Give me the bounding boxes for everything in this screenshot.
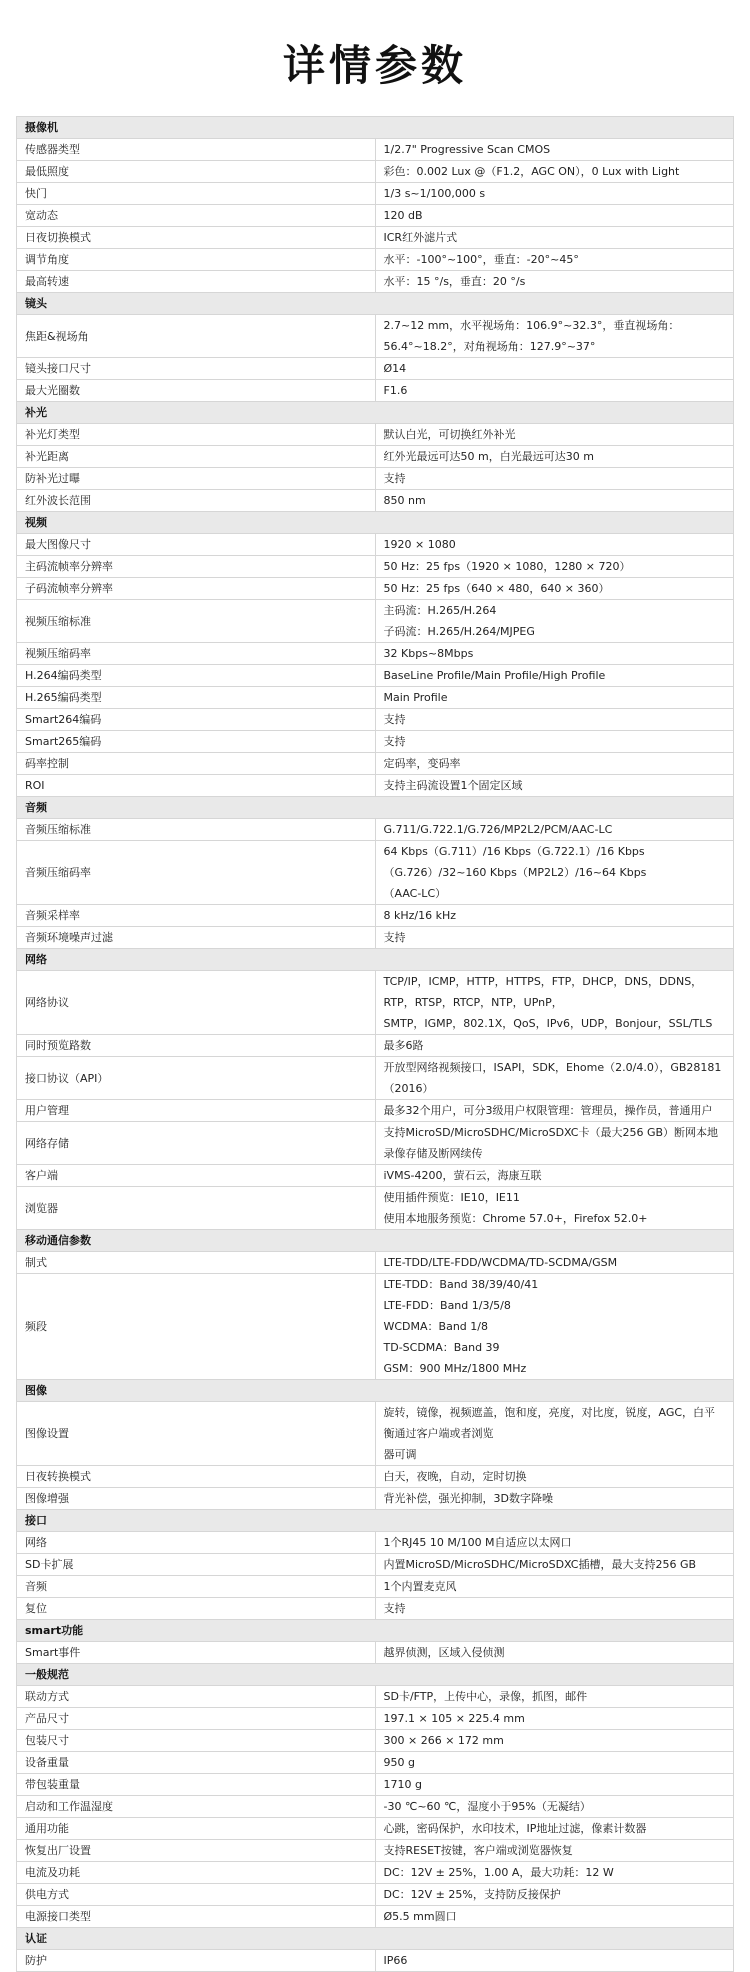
spec-value: [375, 1730, 734, 1752]
spec-value-line: 300 × 266 × 172 mm: [383, 1734, 504, 1747]
spec-value-line: 120 dB: [383, 209, 423, 222]
spec-value: [375, 1554, 734, 1576]
spec-row: [17, 1057, 734, 1100]
spec-value: [375, 249, 734, 271]
spec-label: 网络: [17, 1532, 376, 1554]
spec-value-line: 1/3 s~1/100,000 s: [383, 187, 486, 200]
spec-table-body: [17, 117, 734, 1972]
spec-row: [17, 534, 734, 556]
spec-value: [375, 1057, 734, 1100]
spec-row: [17, 139, 734, 161]
spec-value-line: ICR红外滤片式: [383, 231, 458, 244]
section-header-row: [17, 1230, 734, 1252]
spec-value-line: 50 Hz：25 fps（640 × 480，640 × 360）: [383, 582, 610, 595]
spec-value-line: 心跳，密码保护，水印技术，IP地址过滤，像素计数器: [383, 1822, 647, 1835]
spec-label: 补光灯类型: [17, 424, 376, 446]
spec-value-line: 1710 g: [383, 1778, 422, 1791]
spec-row: [17, 424, 734, 446]
spec-value: [375, 1576, 734, 1598]
spec-value-line: 主码流：H.265/H.264: [383, 604, 497, 617]
spec-label: 子码流帧率分辨率: [17, 578, 376, 600]
spec-value-line: SMTP，IGMP，802.1X，QoS，IPv6，UDP，Bonjour，SSL/TLS: [383, 1017, 713, 1030]
spec-value: [375, 205, 734, 227]
section-header-row: [17, 293, 734, 315]
spec-value: [375, 1100, 734, 1122]
spec-label: 调节角度: [17, 249, 376, 271]
spec-label: 快门: [17, 183, 376, 205]
spec-row: [17, 1686, 734, 1708]
spec-row: [17, 775, 734, 797]
spec-row: [17, 358, 734, 380]
spec-label: 复位: [17, 1598, 376, 1620]
spec-value: [375, 753, 734, 775]
spec-value-line: LTE-TDD：Band 38/39/40/41: [383, 1278, 539, 1291]
spec-row: [17, 1187, 734, 1230]
spec-label: SD卡扩展: [17, 1554, 376, 1576]
spec-value-line: LTE-FDD：Band 1/3/5/8: [383, 1299, 511, 1312]
section-title: 摄像机: [17, 117, 734, 139]
spec-value-line: 支持: [383, 931, 406, 944]
spec-value-line: （AAC-LC）: [383, 887, 447, 900]
spec-value: [375, 161, 734, 183]
spec-row: [17, 927, 734, 949]
spec-label: 主码流帧率分辨率: [17, 556, 376, 578]
spec-value: [375, 534, 734, 556]
section-title: smart功能: [17, 1620, 734, 1642]
section-title: 镜头: [17, 293, 734, 315]
section-title: 网络: [17, 949, 734, 971]
spec-value: [375, 1035, 734, 1057]
spec-label: 最高转速: [17, 271, 376, 293]
spec-label: 频段: [17, 1274, 376, 1380]
spec-label: 视频压缩码率: [17, 643, 376, 665]
spec-label: 图像增强: [17, 1488, 376, 1510]
spec-row: [17, 556, 734, 578]
spec-label: 图像设置: [17, 1402, 376, 1466]
section-title: 视频: [17, 512, 734, 534]
spec-value-line: 器可调: [383, 1448, 417, 1461]
spec-value-line: 彩色：0.002 Lux @（F1.2，AGC ON），0 Lux with Light: [383, 165, 680, 178]
spec-value-line: Ø5.5 mm圆口: [383, 1910, 457, 1923]
spec-value: [375, 1840, 734, 1862]
spec-value: [375, 1252, 734, 1274]
spec-value-line: 支持RESET按键，客户端或浏览器恢复: [383, 1844, 573, 1857]
spec-label: 产品尺寸: [17, 1708, 376, 1730]
spec-label: 红外波长范围: [17, 490, 376, 512]
spec-row: [17, 249, 734, 271]
spec-value: [375, 578, 734, 600]
spec-value-line: 水平：-100°~100°，垂直：-20°~45°: [383, 253, 579, 266]
section-header-row: [17, 1928, 734, 1950]
spec-value: [375, 1774, 734, 1796]
section-header-row: [17, 402, 734, 424]
spec-value-line: 越界侦测，区域入侵侦测: [383, 1646, 505, 1659]
spec-value: [375, 1950, 734, 1972]
spec-label: 网络协议: [17, 971, 376, 1035]
spec-value: [375, 1906, 734, 1928]
section-header-row: [17, 1510, 734, 1532]
spec-label: 设备重量: [17, 1752, 376, 1774]
spec-label: 用户管理: [17, 1100, 376, 1122]
spec-row: [17, 468, 734, 490]
spec-row: [17, 1488, 734, 1510]
spec-label: 镜头接口尺寸: [17, 358, 376, 380]
spec-row: [17, 905, 734, 927]
spec-value-line: 8 kHz/16 kHz: [383, 909, 457, 922]
spec-label: 日夜转换模式: [17, 1466, 376, 1488]
spec-value: [375, 687, 734, 709]
spec-label: 补光距离: [17, 446, 376, 468]
spec-value-line: 2.7~12 mm，水平视场角：106.9°~32.3°，垂直视场角：56.4°~18.2°，对角视场角：127.9°~37°: [383, 319, 680, 353]
spec-row: [17, 731, 734, 753]
section-title: 移动通信参数: [17, 1230, 734, 1252]
spec-value-line: 950 g: [383, 1756, 415, 1769]
spec-value: [375, 971, 734, 1035]
page-title: 详情参数: [282, 41, 467, 90]
spec-value: [375, 709, 734, 731]
spec-value-line: 使用本地服务预览：Chrome 57.0+，Firefox 52.0+: [383, 1212, 648, 1225]
spec-value: [375, 424, 734, 446]
spec-value: [375, 665, 734, 687]
section-header-row: [17, 117, 734, 139]
spec-value: [375, 556, 734, 578]
spec-label: 网络存储: [17, 1122, 376, 1165]
spec-value: [375, 819, 734, 841]
spec-value-line: 1个内置麦克风: [383, 1580, 457, 1593]
spec-label: 供电方式: [17, 1884, 376, 1906]
spec-value: [375, 1466, 734, 1488]
spec-row: [17, 1035, 734, 1057]
spec-row: [17, 600, 734, 643]
spec-label: 恢复出厂设置: [17, 1840, 376, 1862]
spec-value: [375, 1187, 734, 1230]
spec-row: [17, 1796, 734, 1818]
spec-value-line: 最多6路: [383, 1039, 424, 1052]
spec-label: 音频压缩标准: [17, 819, 376, 841]
spec-value-line: 支持: [383, 735, 406, 748]
spec-value-line: Ø14: [383, 362, 407, 375]
spec-row: [17, 643, 734, 665]
spec-value: [375, 1402, 734, 1466]
spec-row: [17, 1554, 734, 1576]
spec-label: ROI: [17, 775, 376, 797]
spec-row: [17, 1950, 734, 1972]
spec-label: 码率控制: [17, 753, 376, 775]
spec-label: Smart264编码: [17, 709, 376, 731]
spec-value-line: DC：12V ± 25%，支持防反接保护: [383, 1888, 561, 1901]
spec-label: H.265编码类型: [17, 687, 376, 709]
spec-value: [375, 227, 734, 249]
spec-label: 最低照度: [17, 161, 376, 183]
spec-row: [17, 665, 734, 687]
spec-row: [17, 687, 734, 709]
spec-value-line: G.711/G.722.1/G.726/MP2L2/PCM/AAC-LC: [383, 823, 613, 836]
spec-row: [17, 205, 734, 227]
spec-value-line: 支持: [383, 713, 406, 726]
spec-value-line: 子码流：H.265/H.264/MJPEG: [383, 625, 535, 638]
spec-row: [17, 971, 734, 1035]
section-title: 图像: [17, 1380, 734, 1402]
spec-value-line: SD卡/FTP，上传中心，录像，抓图，邮件: [383, 1690, 588, 1703]
spec-value-line: 64 Kbps（G.711）/16 Kbps（G.722.1）/16 Kbps（G.726）/32~160 Kbps（MP2L2）/16~64 Kbps: [383, 845, 647, 879]
spec-row: [17, 315, 734, 358]
spec-value-line: 定码率，变码率: [383, 757, 461, 770]
spec-value-line: TCP/IP，ICMP，HTTP，HTTPS，FTP，DHCP，DNS，DDNS，RTP，RTSP，RTCP，NTP，UPnP，: [383, 975, 703, 1009]
spec-label: 传感器类型: [17, 139, 376, 161]
section-title: 补光: [17, 402, 734, 424]
spec-value-line: 内置MicroSD/MicroSDHC/MicroSDXC插槽，最大支持256 GB: [383, 1558, 697, 1571]
spec-value-line: 开放型网络视频接口，ISAPI，SDK，Ehome（2.0/4.0），GB28181（2016）: [383, 1061, 722, 1095]
spec-value: [375, 1862, 734, 1884]
spec-label: 音频采样率: [17, 905, 376, 927]
spec-value-line: 850 nm: [383, 494, 426, 507]
spec-value-line: 支持主码流设置1个固定区域: [383, 779, 523, 792]
spec-table: [16, 116, 734, 1972]
section-header-row: [17, 949, 734, 971]
section-header-row: [17, 1664, 734, 1686]
spec-value: [375, 905, 734, 927]
spec-value: [375, 643, 734, 665]
spec-label: Smart265编码: [17, 731, 376, 753]
spec-value-line: 背光补偿，强光抑制，3D数字降噪: [383, 1492, 553, 1505]
spec-value: [375, 315, 734, 358]
spec-value-line: 197.1 × 105 × 225.4 mm: [383, 1712, 525, 1725]
spec-row: [17, 1862, 734, 1884]
spec-value-line: 红外光最远可达50 m，白光最远可达30 m: [383, 450, 594, 463]
spec-row: [17, 1774, 734, 1796]
spec-row: [17, 1840, 734, 1862]
spec-row: [17, 1884, 734, 1906]
spec-value: [375, 1122, 734, 1165]
spec-value: [375, 139, 734, 161]
spec-value: [375, 1686, 734, 1708]
spec-value-line: 支持: [383, 1602, 406, 1615]
spec-row: [17, 1730, 734, 1752]
spec-row: [17, 1818, 734, 1840]
spec-value-line: DC：12V ± 25%，1.00 A，最大功耗：12 W: [383, 1866, 614, 1879]
spec-value: [375, 1598, 734, 1620]
spec-label: 焦距&视场角: [17, 315, 376, 358]
spec-row: [17, 841, 734, 905]
spec-row: [17, 753, 734, 775]
spec-label: 电源接口类型: [17, 1906, 376, 1928]
spec-label: 最大图像尺寸: [17, 534, 376, 556]
spec-value: [375, 1818, 734, 1840]
spec-label: Smart事件: [17, 1642, 376, 1664]
section-header-row: [17, 512, 734, 534]
spec-label: 宽动态: [17, 205, 376, 227]
spec-label: 联动方式: [17, 1686, 376, 1708]
spec-row: [17, 1906, 734, 1928]
spec-row: [17, 1402, 734, 1466]
spec-label: 日夜切换模式: [17, 227, 376, 249]
spec-value: [375, 600, 734, 643]
spec-row: [17, 1752, 734, 1774]
section-header-row: [17, 1380, 734, 1402]
spec-value-line: TD-SCDMA：Band 39: [383, 1341, 500, 1354]
spec-label: 音频: [17, 1576, 376, 1598]
spec-label: 防护: [17, 1950, 376, 1972]
spec-label: 防补光过曝: [17, 468, 376, 490]
spec-value: [375, 446, 734, 468]
spec-value-line: GSM：900 MHz/1800 MHz: [383, 1362, 527, 1375]
spec-row: [17, 380, 734, 402]
spec-value-line: Main Profile: [383, 691, 448, 704]
spec-value-line: LTE-TDD/LTE-FDD/WCDMA/TD-SCDMA/GSM: [383, 1256, 618, 1269]
section-header-row: [17, 1620, 734, 1642]
spec-label: 带包装重量: [17, 1774, 376, 1796]
spec-value-line: 白天，夜晚，自动，定时切换: [383, 1470, 527, 1483]
spec-value: [375, 380, 734, 402]
spec-row: [17, 446, 734, 468]
spec-row: [17, 271, 734, 293]
spec-row: [17, 1122, 734, 1165]
spec-row: [17, 1598, 734, 1620]
spec-row: [17, 183, 734, 205]
spec-label: 启动和工作温湿度: [17, 1796, 376, 1818]
spec-value-line: 支持: [383, 472, 406, 485]
section-header-row: [17, 797, 734, 819]
spec-value: [375, 1532, 734, 1554]
spec-value: [375, 731, 734, 753]
spec-value: [375, 1708, 734, 1730]
spec-row: [17, 1576, 734, 1598]
spec-row: [17, 1466, 734, 1488]
section-title: 认证: [17, 1928, 734, 1950]
spec-label: 接口协议（API）: [17, 1057, 376, 1100]
spec-label: 同时预览路数: [17, 1035, 376, 1057]
section-title: 接口: [17, 1510, 734, 1532]
spec-value: [375, 490, 734, 512]
spec-value: [375, 1488, 734, 1510]
spec-value-line: iVMS-4200，萤石云，海康互联: [383, 1169, 542, 1182]
spec-label: 最大光圈数: [17, 380, 376, 402]
spec-value-line: 使用插件预览：IE10，IE11: [383, 1191, 520, 1204]
spec-value-line: F1.6: [383, 384, 408, 397]
spec-value: [375, 468, 734, 490]
spec-value-line: 1920 × 1080: [383, 538, 456, 551]
spec-value: [375, 1884, 734, 1906]
spec-row: [17, 490, 734, 512]
section-title: 一般规范: [17, 1664, 734, 1686]
spec-value-line: -30 ℃~60 ℃，湿度小于95%（无凝结）: [383, 1800, 591, 1813]
spec-value: [375, 1752, 734, 1774]
spec-value-line: 支持MicroSD/MicroSDHC/MicroSDXC卡（最大256 GB）断网本地录像存储及断网续传: [383, 1126, 719, 1160]
spec-value: [375, 841, 734, 905]
spec-value: [375, 358, 734, 380]
spec-row: [17, 1642, 734, 1664]
spec-value: [375, 1274, 734, 1380]
spec-label: 电流及功耗: [17, 1862, 376, 1884]
spec-label: 视频压缩标准: [17, 600, 376, 643]
spec-value-line: 水平：15 °/s，垂直：20 °/s: [383, 275, 526, 288]
spec-value: [375, 927, 734, 949]
spec-row: [17, 578, 734, 600]
spec-value: [375, 271, 734, 293]
spec-value-line: WCDMA：Band 1/8: [383, 1320, 488, 1333]
section-title: 音频: [17, 797, 734, 819]
spec-label: 音频环境噪声过滤: [17, 927, 376, 949]
spec-row: [17, 709, 734, 731]
spec-row: [17, 227, 734, 249]
spec-row: [17, 1252, 734, 1274]
spec-row: [17, 161, 734, 183]
spec-row: [17, 1165, 734, 1187]
spec-value-line: BaseLine Profile/Main Profile/High Profile: [383, 669, 606, 682]
spec-value: [375, 775, 734, 797]
spec-value-line: IP66: [383, 1954, 408, 1967]
spec-label: 包装尺寸: [17, 1730, 376, 1752]
spec-value-line: 默认白光，可切换红外补光: [383, 428, 516, 441]
spec-value-line: 旋转，镜像，视频遮盖，饱和度，亮度，对比度，锐度，AGC，白平衡通过客户端或者浏览: [383, 1406, 716, 1440]
spec-row: [17, 1100, 734, 1122]
spec-value-line: 1个RJ45 10 M/100 M自适应以太网口: [383, 1536, 572, 1549]
spec-label: 浏览器: [17, 1187, 376, 1230]
spec-value-line: 50 Hz：25 fps（1920 × 1080，1280 × 720）: [383, 560, 631, 573]
spec-label: 客户端: [17, 1165, 376, 1187]
spec-label: 制式: [17, 1252, 376, 1274]
spec-value: [375, 1642, 734, 1664]
spec-row: [17, 1274, 734, 1380]
spec-value-line: 32 Kbps~8Mbps: [383, 647, 474, 660]
spec-value: [375, 1165, 734, 1187]
spec-label: 音频压缩码率: [17, 841, 376, 905]
spec-row: [17, 819, 734, 841]
spec-row: [17, 1708, 734, 1730]
spec-label: H.264编码类型: [17, 665, 376, 687]
spec-value-line: 最多32个用户，可分3级用户权限管理：管理员，操作员，普通用户: [383, 1104, 713, 1117]
spec-value-line: 1/2.7" Progressive Scan CMOS: [383, 143, 551, 156]
spec-value: [375, 183, 734, 205]
spec-value: [375, 1796, 734, 1818]
spec-label: 通用功能: [17, 1818, 376, 1840]
spec-row: [17, 1532, 734, 1554]
